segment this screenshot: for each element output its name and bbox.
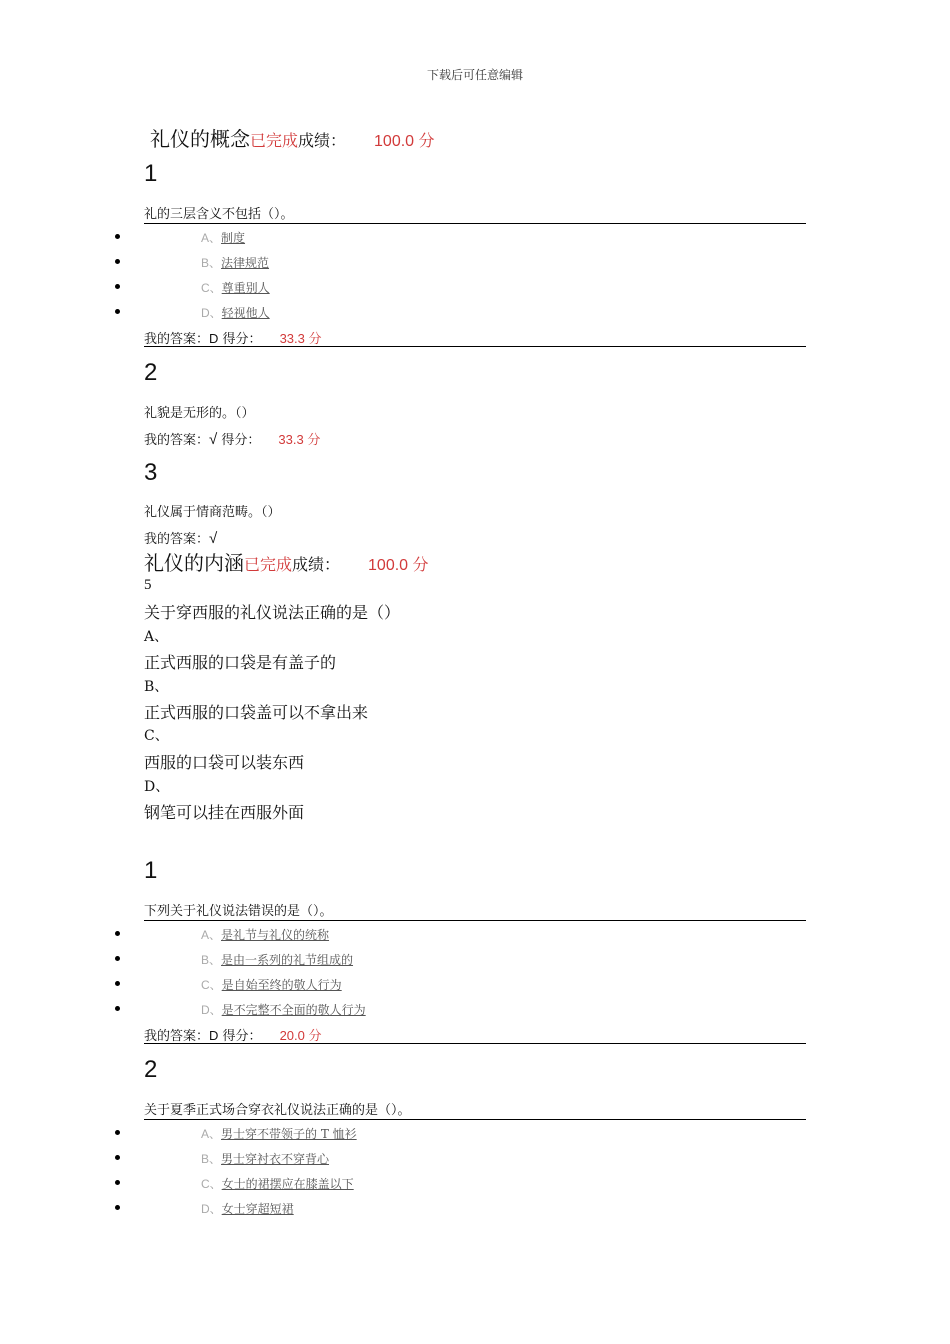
section-title-concept — [150, 123, 435, 152]
section-status: 已完成 — [244, 555, 293, 574]
answer-label: 我的答案： — [144, 1029, 210, 1044]
question-number: 1 — [144, 160, 158, 187]
bullet-icon — [115, 1155, 120, 1160]
answer-points: 20.0 分 — [279, 1028, 322, 1043]
divider — [144, 346, 806, 347]
bullet-icon — [115, 1130, 120, 1135]
option-letter: B、 — [201, 256, 222, 270]
option-a[interactable] — [201, 229, 245, 246]
option-a[interactable] — [201, 1125, 357, 1142]
bullet-icon — [115, 981, 120, 986]
section-status: 已完成 — [250, 131, 299, 150]
section-title-text: 礼仪的概念 — [150, 127, 250, 151]
answer-label: 我的答案： — [144, 532, 210, 547]
answer-label: 我的答案： — [144, 433, 210, 448]
option-text: 正式西服的口袋是有盖子的 — [144, 653, 337, 672]
section-score-label: 成绩： — [292, 555, 341, 574]
question-number: 1 — [144, 857, 158, 884]
question-text: 礼貌是无形的。（） — [144, 406, 255, 421]
answer-value: D — [209, 331, 219, 346]
question-text: 下列关于礼仪说法错误的是（）。 — [144, 904, 333, 919]
option-a[interactable] — [201, 926, 329, 943]
section-score-label: 成绩： — [298, 131, 347, 150]
question-text: 关于夏季正式场合穿衣礼仪说法正确的是（）。 — [144, 1103, 411, 1118]
answer-value: √ — [209, 530, 218, 547]
question-number: 3 — [144, 459, 158, 486]
option-text: 正式西服的口袋盖可以不拿出来 — [144, 703, 369, 722]
section-title-text: 礼仪的内涵 — [144, 551, 244, 575]
option-letter: D、 — [201, 306, 222, 320]
bullet-icon — [115, 1006, 120, 1011]
option-letter: A、 — [201, 231, 222, 245]
option-letter: D、 — [144, 779, 170, 795]
bullet-icon — [115, 956, 120, 961]
option-d[interactable] — [201, 1001, 366, 1018]
divider — [144, 1119, 806, 1120]
page-header: 下载后可任意编辑 — [426, 68, 523, 82]
option-text: 钢笔可以挂在西服外面 — [144, 803, 305, 822]
section-title-connotation — [144, 547, 429, 576]
option-text: 男士穿不带领子的 T 恤衫 — [221, 1127, 357, 1141]
option-text: 男士穿衬衣不穿背心 — [221, 1152, 330, 1166]
my-answer — [144, 328, 321, 347]
option-d[interactable] — [201, 1200, 294, 1217]
option-letter: D、 — [201, 1003, 222, 1017]
answer-value: D — [209, 1028, 219, 1043]
question-text: 礼仪属于情商范畴。（） — [144, 505, 281, 520]
option-letter: A、 — [201, 1127, 222, 1141]
bullet-icon — [115, 234, 120, 239]
option-b[interactable] — [201, 1150, 329, 1167]
option-text: 法律规范 — [221, 256, 270, 270]
option-letter: D、 — [201, 1202, 222, 1216]
option-letter: C、 — [201, 1177, 222, 1191]
score-label: 得分： — [221, 433, 261, 448]
my-answer — [144, 528, 217, 547]
option-letter: C、 — [144, 728, 169, 744]
option-text: 是由一系列的礼节组成的 — [221, 953, 354, 967]
option-letter: B、 — [201, 953, 222, 967]
answer-points: 33.3 分 — [279, 331, 322, 346]
bullet-icon — [115, 284, 120, 289]
option-c[interactable] — [201, 1175, 354, 1192]
option-letter: A、 — [144, 629, 169, 645]
option-letter: C、 — [201, 281, 222, 295]
bullet-icon — [115, 931, 120, 936]
option-letter: B、 — [201, 1152, 222, 1166]
option-text: 是不完整不全面的敬人行为 — [221, 1003, 366, 1017]
option-text: 尊重别人 — [221, 281, 270, 295]
option-text: 女士的裙摆应在膝盖以下 — [221, 1177, 354, 1191]
section-score: 100.0 分 — [368, 557, 429, 574]
option-b[interactable] — [201, 254, 269, 271]
bullet-icon — [115, 309, 120, 314]
bullet-icon — [115, 1180, 120, 1185]
my-answer — [144, 429, 320, 448]
option-text: 是礼节与礼仪的统称 — [221, 928, 330, 942]
divider — [144, 920, 806, 921]
question-number: 2 — [144, 1056, 158, 1083]
divider — [144, 1043, 806, 1044]
option-text: 西服的口袋可以装东西 — [144, 753, 305, 772]
option-letter: C、 — [201, 978, 222, 992]
question-text: 关于穿西服的礼仪说法正确的是（） — [144, 603, 401, 622]
option-b[interactable] — [201, 951, 353, 968]
option-d[interactable] — [201, 304, 270, 321]
answer-points: 33.3 分 — [278, 432, 321, 447]
option-letter: A、 — [201, 928, 222, 942]
option-letter: B、 — [144, 679, 169, 695]
option-text: 是自始至终的敬人行为 — [221, 978, 342, 992]
score-label: 得分： — [222, 332, 262, 347]
score-label: 得分： — [222, 1029, 262, 1044]
bullet-icon — [115, 259, 120, 264]
option-text: 制度 — [221, 231, 246, 245]
bullet-icon — [115, 1205, 120, 1210]
question-number: 2 — [144, 359, 158, 386]
question-text: 礼的三层含义不包括（）。 — [144, 207, 294, 222]
answer-label: 我的答案： — [144, 332, 210, 347]
divider — [144, 223, 806, 224]
option-c[interactable] — [201, 279, 270, 296]
section-score: 100.0 分 — [374, 133, 435, 150]
option-text: 女士穿超短裙 — [221, 1202, 294, 1216]
option-c[interactable] — [201, 976, 342, 993]
answer-value: √ — [209, 431, 218, 448]
my-answer — [144, 1025, 321, 1044]
question-number: 5 — [144, 577, 152, 593]
option-text: 轻视他人 — [221, 306, 270, 320]
